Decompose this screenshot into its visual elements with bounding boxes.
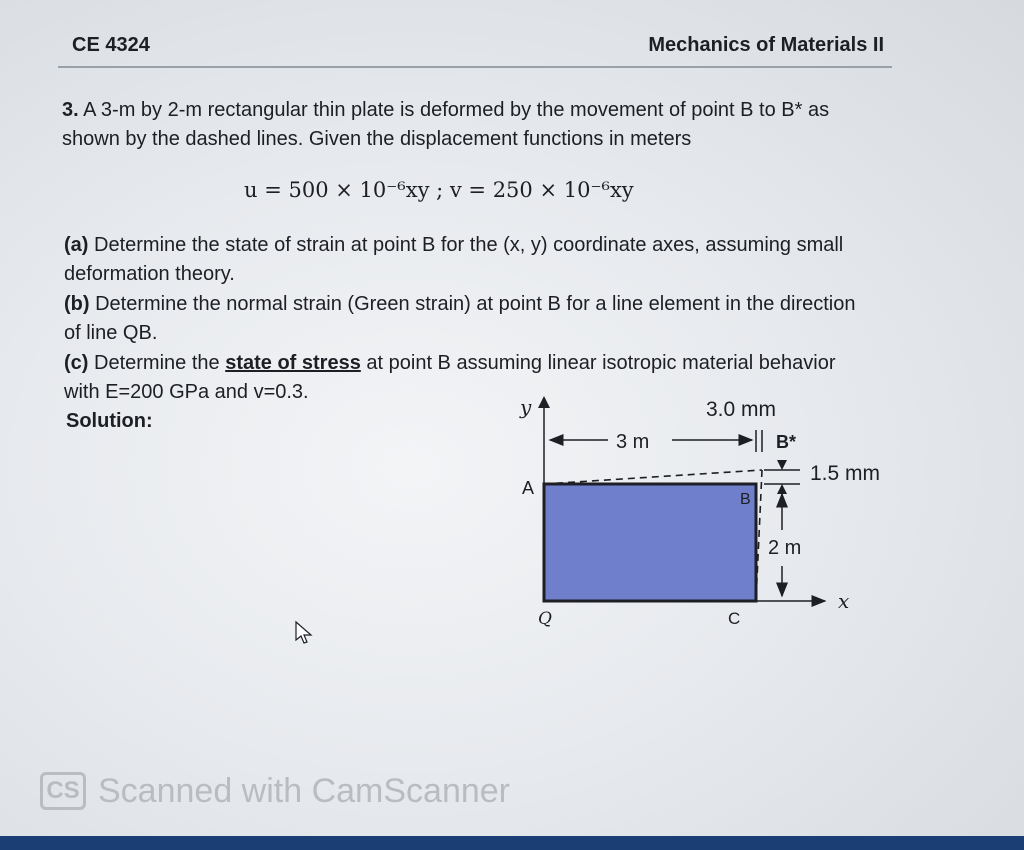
part-a	[64, 231, 864, 289]
plate-diagram	[500, 390, 920, 640]
vert-disp-arrow-top	[777, 460, 787, 470]
camscanner-logo-icon: CS	[40, 772, 86, 810]
part-c-text-post: at point B assuming linear isotropic material behavior with E=200 GPa and v=0.3.	[64, 352, 836, 403]
problem-parts	[64, 231, 864, 408]
vert-disp-arrow-bottom	[777, 484, 787, 494]
y-axis-arrowhead	[538, 396, 550, 408]
y-axis-label: y	[520, 395, 532, 419]
point-a-label: A	[522, 478, 535, 498]
plate-rectangle	[544, 484, 756, 601]
b-star-label: B*	[776, 432, 797, 452]
course-code: CE 4324	[72, 34, 150, 56]
part-b-text: Determine the normal strain (Green strain) at point B for a line element in the direction of line QB.	[64, 293, 856, 344]
height-dimension-label: 2 m	[768, 537, 802, 559]
point-c-label: C	[728, 609, 741, 628]
displacement-equation	[244, 178, 634, 202]
equation-separator: ;	[436, 178, 444, 202]
solution-label: Solution:	[66, 410, 153, 432]
vertical-displacement-label: 1.5 mm	[810, 462, 881, 485]
part-c-emphasis: state of stress	[225, 352, 361, 374]
watermark-text: Scanned with CamScanner	[98, 771, 511, 810]
problem-number: 3.	[62, 99, 79, 121]
v-function: v = 250 × 10⁻⁶xy	[449, 178, 634, 202]
point-q-label: Q	[538, 609, 552, 629]
u-function: u = 500 × 10⁻⁶xy	[244, 178, 430, 202]
point-b-label: B	[740, 491, 751, 508]
mouse-cursor-icon	[294, 620, 314, 646]
part-a-text: Determine the state of strain at point B for the (x, y) coordinate axes, assuming small deformation theory.	[64, 234, 844, 285]
course-title: Mechanics of Materials II	[648, 34, 884, 56]
scanner-watermark	[40, 768, 510, 814]
problem-statement	[62, 96, 862, 154]
problem-text: A 3-m by 2-m rectangular thin plate is deformed by the movement of point B to B* as shown by the dashed lines. Given the displacement functions in meters	[62, 99, 830, 150]
deformed-top-edge	[544, 470, 762, 484]
x-axis-label: x	[838, 589, 850, 613]
part-a-label: (a)	[64, 234, 89, 256]
horizontal-displacement-label: 3.0 mm	[706, 398, 777, 421]
part-c-label: (c)	[64, 352, 89, 374]
part-b-label: (b)	[64, 293, 90, 315]
taskbar-strip	[0, 836, 1024, 850]
width-dimension-label: 3 m	[616, 431, 650, 453]
page-header	[58, 30, 892, 68]
part-b	[64, 290, 864, 348]
part-c-text-pre: Determine the	[94, 352, 220, 374]
